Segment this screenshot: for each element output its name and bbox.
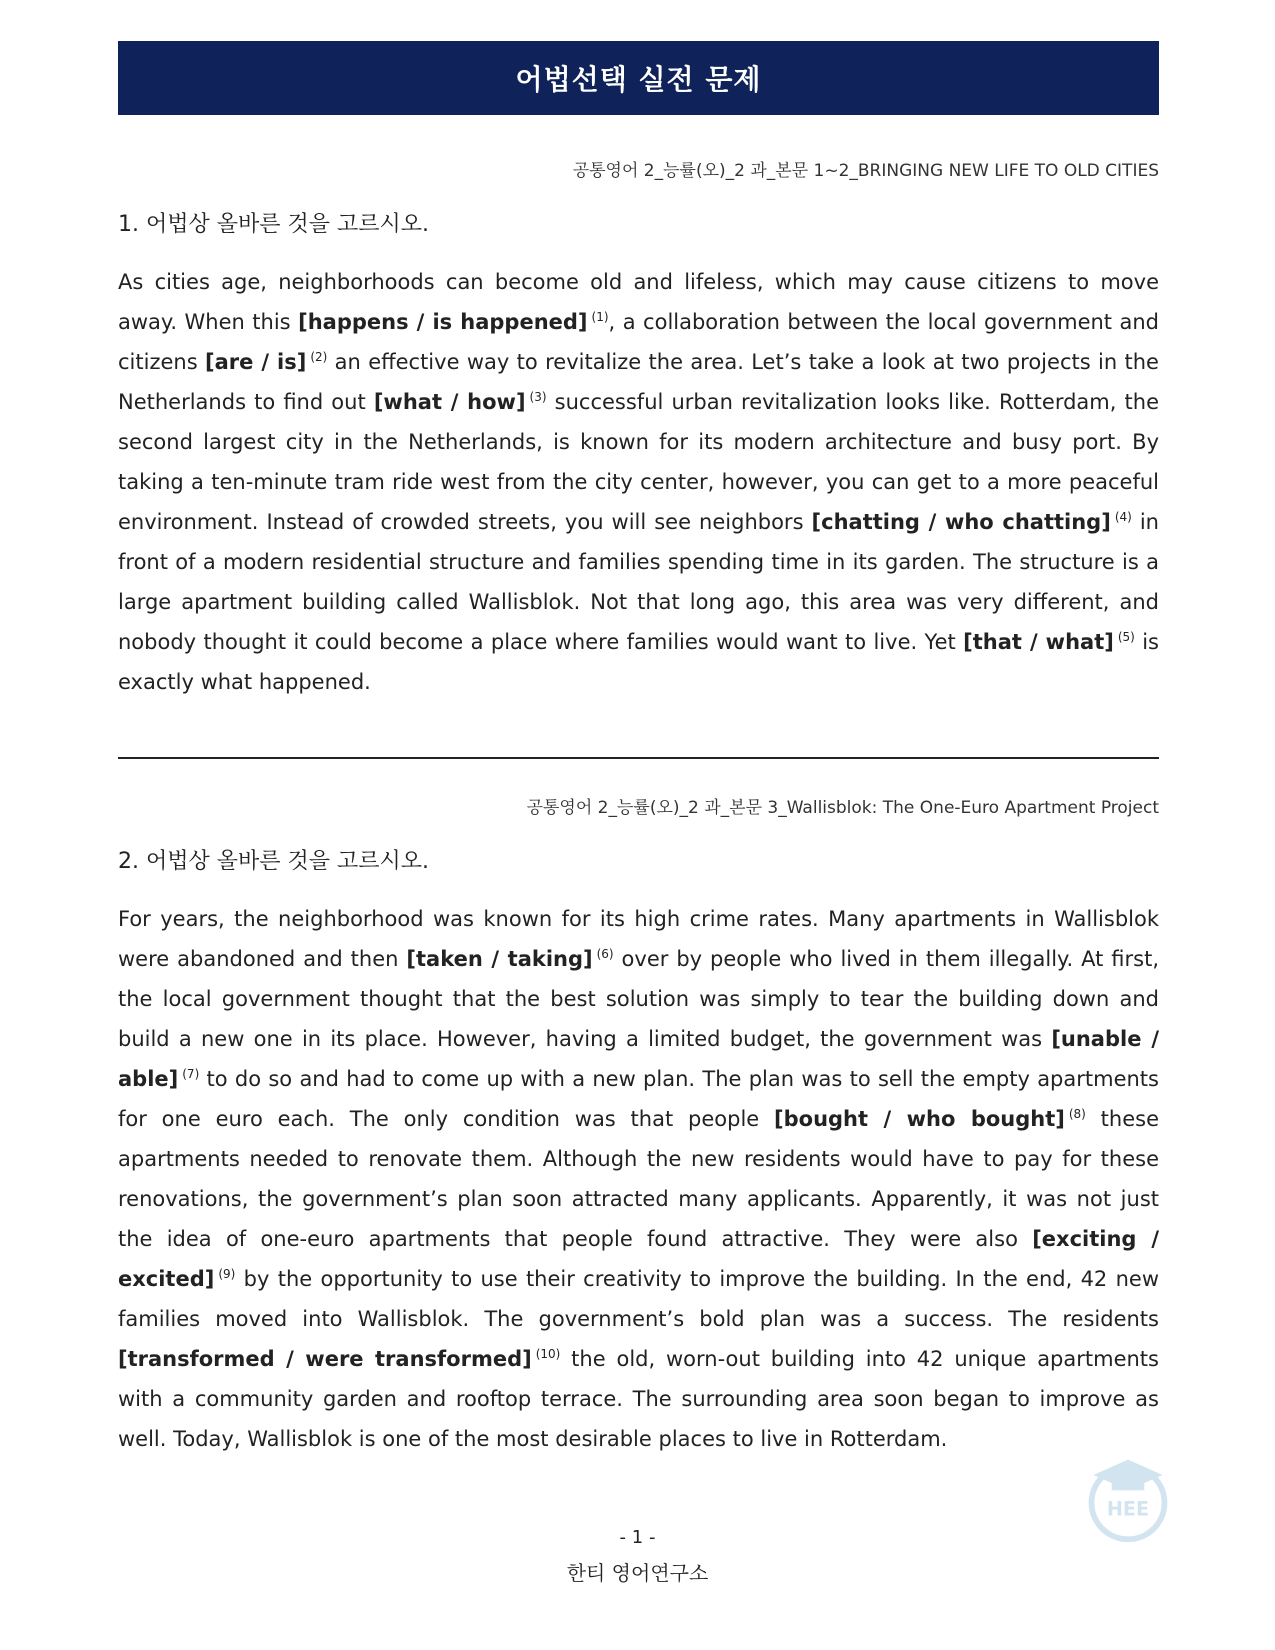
passage-text: successful urban revitalization looks like. Rotterdam, the second largest city in the Netherlands, is known for its modern architecture and busy port. By taking a ten-minute tram ride west from the city center, however, you can get to a more peaceful environment. Instead of crowded streets, you will see neighbors xyxy=(118,390,1159,534)
passage-text: an effective way to revitalize the area. Let’s take a look at two projects in the Netherlands to find out xyxy=(118,350,1159,414)
question-1-title: 1. 어법상 올바른 것을 고르시오. xyxy=(118,212,429,237)
passage-2 xyxy=(118,899,1159,1459)
choice-1: [happens / is happened] xyxy=(298,310,588,334)
blank-number-2: (2) xyxy=(310,350,328,364)
choice-6: [taken / taking] xyxy=(406,947,593,971)
passage-text: As cities age, neighborhoods can become old and lifeless, which may cause citizens to move away. When this xyxy=(118,270,1159,334)
passage-text: , a collaboration between the local government and citizens xyxy=(118,310,1160,374)
choice-4: [chatting / who chatting] xyxy=(811,510,1111,534)
blank-number-3: (3) xyxy=(529,390,547,404)
choice-9: [exciting / excited] xyxy=(118,1227,1160,1291)
blank-number-7: (7) xyxy=(182,1067,200,1081)
blank-number-4: (4) xyxy=(1114,510,1132,524)
page-number: - 1 - xyxy=(619,1527,656,1548)
blank-number-5: (5) xyxy=(1117,630,1135,644)
cap-band xyxy=(1112,1477,1145,1490)
choice-7: [unable / able] xyxy=(118,1027,1160,1091)
blank-number-8: (8) xyxy=(1068,1107,1086,1121)
choice-5: [that / what] xyxy=(963,630,1114,654)
source-line-1: 공통영어 2_능률(오)_2 과_본문 1~2_BRINGING NEW LIFE TO OLD CITIES xyxy=(572,161,1159,181)
blank-number-10: (10) xyxy=(535,1347,561,1361)
passage-text: over by people who lived in them illegally. At first, the local government thought that the best solution was simply to tear the building down and build a new one in its place. However, having a limited budget, the government was xyxy=(118,947,1159,1051)
passage-text: by the opportunity to use their creativity to improve the building. In the end, 42 new families moved into Wallisblok. The government’s bold plan was a success. The residents xyxy=(118,1267,1159,1331)
choice-8: [bought / who bought] xyxy=(774,1107,1065,1131)
page-title-banner xyxy=(118,41,1159,115)
passage-text: For years, the neighborhood was known for its high crime rates. Many apartments in Wallisblok were abandoned and then xyxy=(118,907,1159,971)
choice-2: [are / is] xyxy=(205,350,307,374)
passage-text: to do so and had to come up with a new plan. The plan was to sell the empty apartments for one euro each. The only condition was that people xyxy=(118,1067,1159,1131)
passage-text: in front of a modern residential structure and families spending time in its garden. The structure is a large apartment building called Wallisblok. Not that long ago, this area was very different, and nobody thought it could become a place where families would want to live. Yet xyxy=(118,510,1159,654)
choice-10: [transformed / were transformed] xyxy=(118,1347,532,1371)
passage-text: the old, worn-out building into 42 unique apartments with a community garden and rooftop terrace. The surrounding area soon began to improve as well. Today, Wallisblok is one of the most desirable places to live in Rotterdam. xyxy=(118,1347,1159,1451)
passage-text: is exactly what happened. xyxy=(118,630,1159,694)
blank-number-1: (1) xyxy=(591,310,609,324)
choice-3: [what / how] xyxy=(373,390,526,414)
footer-institute: 한티 영어연구소 xyxy=(566,1561,709,1585)
logo-text: HEE xyxy=(1106,1497,1150,1521)
source-line-2: 공통영어 2_능률(오)_2 과_본문 3_Wallisblok: The One-Euro Apartment Project xyxy=(526,798,1159,818)
passage-text: these apartments needed to renovate them. Although the new residents would have to pay for these renovations, the government’s plan soon attracted many applicants. Apparently, it was not just the idea of one-euro apartments that people found attractive. They were also xyxy=(118,1107,1159,1251)
page-title: 어법선택 실전 문제 xyxy=(515,63,762,96)
blank-number-6: (6) xyxy=(596,947,614,961)
passage-1 xyxy=(118,262,1159,702)
question-2-title: 2. 어법상 올바른 것을 고르시오. xyxy=(118,849,429,874)
blank-number-9: (9) xyxy=(218,1267,236,1281)
section-divider xyxy=(118,757,1159,759)
